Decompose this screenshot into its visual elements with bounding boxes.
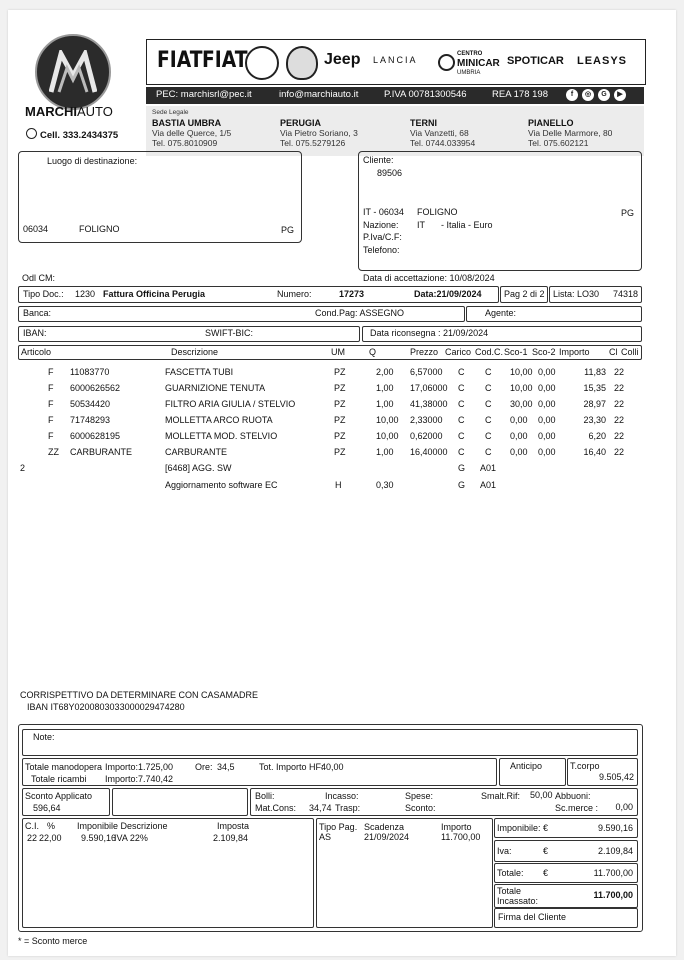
ore-value: 34,5 <box>217 762 235 772</box>
page-count-box <box>500 286 548 303</box>
col-descrizione: Descrizione <box>171 347 219 357</box>
iva-label: Iva: <box>497 846 512 856</box>
row-um: PZ <box>334 431 346 441</box>
items-table-header <box>18 345 642 360</box>
branches-strip <box>146 106 644 156</box>
branch-city: PIANELLO <box>528 118 574 128</box>
row-price: 6,57000 <box>410 367 443 377</box>
scmerce-label: Sc.merce : <box>555 803 599 813</box>
iban-row <box>18 326 360 342</box>
doc-date: Data:21/09/2024 <box>414 289 482 299</box>
row-sco1: 0,00 <box>510 447 528 457</box>
sede-legale-label: Sede Legale <box>152 109 189 116</box>
totale-label: Totale: <box>497 868 524 878</box>
page-count: Pag 2 di 2 <box>504 289 545 299</box>
row-code: 71748293 <box>70 415 111 425</box>
ricambi-importo-label: Importo: <box>105 774 139 784</box>
row-carico: C <box>458 399 465 409</box>
row-tipo: F <box>48 367 54 377</box>
row-importo: 15,35 <box>583 383 606 393</box>
tipopag-value: AS <box>319 832 332 842</box>
row-sco2: 0,00 <box>538 399 556 409</box>
facebook-icon: f <box>566 89 578 101</box>
row-tipo: F <box>48 415 54 425</box>
row-tipo: ZZ <box>48 447 59 457</box>
leasys-logo: LEASYS <box>577 55 628 67</box>
tipopag-label: Tipo Pag. <box>319 822 358 832</box>
listino-label: Lista: LO30 <box>553 289 600 299</box>
importo-value: 11.700,00 <box>441 832 481 842</box>
row-importo: 16,40 <box>583 447 606 457</box>
matcons-label: Mat.Cons: <box>255 803 297 813</box>
blank-box <box>112 788 248 816</box>
branch-address: Via Vanzetti, 68 <box>410 128 469 138</box>
company-name-light: AUTO <box>77 104 113 119</box>
row-tipo: F <box>48 383 54 393</box>
sconto-value: 596,64 <box>33 803 61 813</box>
incasso-label: Incasso: <box>325 791 359 801</box>
hf-value: 40,00 <box>321 762 344 772</box>
manodopera-importo: 1.725,00 <box>138 762 174 772</box>
manodopera-label: Totale manodopera <box>25 762 103 772</box>
ricambi-label: Totale ricambi <box>31 774 87 784</box>
client-prov: PG <box>621 208 635 218</box>
row-q: 10,00 <box>376 431 399 441</box>
destination-cap: 06034 <box>23 224 49 234</box>
row-code: 11083770 <box>70 367 110 377</box>
row-code: 50534420 <box>70 399 111 409</box>
row-importo: 6,20 <box>588 431 606 441</box>
iva-desc: IVA 22% <box>114 833 148 843</box>
row-price: 41,38000 <box>410 399 448 409</box>
row-code: 6000626562 <box>70 383 121 393</box>
numero-label: Numero: <box>277 289 312 299</box>
row-importo: 23,30 <box>583 415 606 425</box>
email-address: info@marchiauto.it <box>279 89 359 100</box>
totale-incassato-box <box>494 884 638 908</box>
col-cl: Cl <box>609 347 618 357</box>
cell-number: Cell. 333.2434375 <box>40 130 119 141</box>
centro-label: CENTRO <box>457 51 483 57</box>
iban-label: IBAN: <box>23 328 47 338</box>
row-price: 0,62000 <box>410 431 443 441</box>
totale-incassato-value: 11.700,00 <box>593 890 633 900</box>
imponibile-label: Imponibile: <box>497 823 541 833</box>
importo-label: Importo <box>441 822 472 832</box>
branch-city: TERNI <box>410 118 437 128</box>
row-desc: CARBURANTE <box>165 447 228 457</box>
mm-monogram-icon <box>49 50 97 94</box>
col-q: Q <box>369 347 377 357</box>
brand-logos-box <box>146 39 646 85</box>
marchiauto-logo <box>35 34 111 110</box>
branch-perugia <box>280 118 358 148</box>
branch-address: Via Pietro Soriano, 3 <box>280 128 358 138</box>
row-price: 2,33000 <box>410 415 443 425</box>
row-carico: C <box>458 415 465 425</box>
row-sco2: 0,00 <box>538 447 556 457</box>
abbuoni-label: Abbuoni: <box>555 791 591 801</box>
anticipo-label: Anticipo <box>510 761 543 771</box>
col-um: UM <box>331 347 345 357</box>
totals-row-box <box>22 758 497 786</box>
row-desc: GUARNIZIONE TENUTA <box>165 383 266 393</box>
row-importo: 28,97 <box>583 399 606 409</box>
cell-phone <box>26 128 118 141</box>
manodopera-importo-label: Importo: <box>105 762 139 772</box>
col-sco2: Sco-2 <box>532 347 556 357</box>
client-box <box>358 151 642 271</box>
row-cl: 22 <box>614 415 625 425</box>
row-tipo: F <box>48 399 54 409</box>
row-sco2: 0,00 <box>538 367 556 377</box>
labour-code-desc: [6468] AGG. SW <box>165 463 232 473</box>
row-sco1: 0,00 <box>510 431 528 441</box>
listino-box <box>549 286 642 303</box>
odl-label: Odl CM: <box>22 273 56 283</box>
listino-code: 74318 <box>613 289 639 299</box>
row-codc: C <box>485 383 492 393</box>
destination-prov: PG <box>281 225 295 235</box>
tipo-doc-desc: Fattura Officina Perugia <box>103 289 206 299</box>
smalt-label: Smalt.Rif: <box>481 791 521 801</box>
labour-cod-2: A01 <box>480 480 497 490</box>
row-desc: MOLLETTA MOD. STELVIO <box>165 431 278 441</box>
tipo-doc-label: Tipo Doc.: <box>23 289 64 299</box>
row-desc: FILTRO ARIA GIULIA / STELVIO <box>165 399 296 409</box>
row-codc: C <box>485 447 492 457</box>
totale-incassato-label-1: Totale <box>497 886 522 896</box>
labour-section-number: 2 <box>20 463 26 473</box>
branch-tel: Tel. 075.5279126 <box>280 138 346 148</box>
ricambi-importo: 7.740,42 <box>138 774 174 784</box>
spese-label: Spese: <box>405 791 434 801</box>
row-um: PZ <box>334 383 346 393</box>
branch-address: Via delle Querce, 1/5 <box>152 128 232 138</box>
jeep-logo: Jeep <box>324 51 361 68</box>
piva-label: P.Iva/C.F: <box>363 232 402 242</box>
sconto-merce-note: * = Sconto merce <box>18 936 88 946</box>
euro-icon: € <box>543 823 549 833</box>
row-codc: C <box>485 415 492 425</box>
row-cl: 22 <box>614 383 625 393</box>
company-name-bold: MARCHI <box>25 104 77 119</box>
contact-bar <box>146 87 644 104</box>
scmerce-value: 0,00 <box>615 802 633 812</box>
sconto-label: Sconto Applicato <box>25 791 93 801</box>
row-sco1: 0,00 <box>510 415 528 425</box>
row-q: 1,00 <box>376 399 394 409</box>
row-price: 16,40000 <box>410 447 448 457</box>
row-carico: C <box>458 383 465 393</box>
abarth-icon <box>286 46 318 80</box>
corrispettivo-note: CORRISPETTIVO DA DETERMINARE CON CASAMADRE <box>20 690 259 700</box>
col-colli: Colli <box>621 347 639 357</box>
tcorpo-box <box>567 758 638 786</box>
row-codc: C <box>485 399 492 409</box>
client-city: FOLIGNO <box>417 207 458 217</box>
branch-city: PERUGIA <box>280 118 322 128</box>
sconto-box <box>22 788 110 816</box>
row-um: PZ <box>334 399 346 409</box>
nazione-label: Nazione: <box>363 220 399 230</box>
row-importo: 11,83 <box>584 367 606 377</box>
iva-total: 2.109,84 <box>597 846 633 856</box>
row-cl: 22 <box>614 399 625 409</box>
client-cap: IT - 06034 <box>363 207 404 217</box>
euro-icon: € <box>543 846 549 856</box>
minicar-icon <box>438 54 455 71</box>
whatsapp-icon <box>26 128 37 139</box>
row-carico: C <box>458 431 465 441</box>
row-sco2: 0,00 <box>538 383 556 393</box>
destination-box <box>18 151 302 243</box>
swift-label: SWIFT-BIC: <box>205 328 253 338</box>
client-code: 89506 <box>377 168 403 178</box>
branch-address: Via Delle Marmore, 80 <box>528 128 613 138</box>
branch-terni <box>410 118 475 148</box>
nazione-desc: - Italia - Euro <box>441 220 493 230</box>
alfa-romeo-icon <box>245 46 279 80</box>
labour-desc: Aggiornamento software EC <box>165 480 278 490</box>
row-carico: C <box>458 447 465 457</box>
labour-q: 0,30 <box>376 480 394 490</box>
rea-number: REA 178 198 <box>492 89 548 100</box>
row-q: 1,00 <box>376 383 394 393</box>
charges-box <box>250 788 638 816</box>
pct-value: 22,00 <box>39 833 62 843</box>
riconsegna-box <box>362 326 642 342</box>
youtube-icon: ▶ <box>614 89 626 101</box>
col-codc: Cod.C. <box>475 347 504 357</box>
imposta-label: Imposta <box>217 821 250 831</box>
umbria-label: UMBRIA <box>457 70 481 76</box>
invoice-page <box>8 10 676 956</box>
branch-tel: Tel. 075.602121 <box>528 138 589 148</box>
scadenza-label: Scadenza <box>364 822 405 832</box>
minicar-label: MINICAR <box>457 58 500 69</box>
destination-city: FOLIGNO <box>79 224 120 234</box>
pec-address: PEC: marchisrl@pec.it <box>156 89 252 100</box>
spoticar-logo: SPOTICAR <box>507 55 564 67</box>
row-price: 17,06000 <box>410 383 448 393</box>
agente-label: Agente: <box>485 308 517 318</box>
row-sco2: 0,00 <box>538 431 556 441</box>
row-sco1: 10,00 <box>510 367 533 377</box>
banca-label: Banca: <box>23 308 52 318</box>
fiat-logo-1: FIAT <box>157 48 203 73</box>
labour-carico: G <box>458 463 466 473</box>
branch-tel: Tel. 075.8010909 <box>152 138 218 148</box>
row-q: 10,00 <box>376 415 399 425</box>
iva-breakdown-box <box>22 818 314 928</box>
row-code: 6000628195 <box>70 431 121 441</box>
hf-label: Tot. Importo HF: <box>259 762 324 772</box>
row-cl: 22 <box>614 431 625 441</box>
tcorpo-value: 9.505,42 <box>598 772 634 782</box>
row-desc: MOLLETTA ARCO RUOTA <box>165 415 273 425</box>
fiat-logo-2: FIAT <box>202 48 248 73</box>
totale-incassato-label-2: Incassato: <box>497 896 539 906</box>
trasp-label: Trasp: <box>335 803 361 813</box>
row-um: PZ <box>334 415 346 425</box>
payment-box <box>316 818 493 928</box>
branch-pianello <box>528 118 612 148</box>
labour-um: H <box>335 480 342 490</box>
row-um: PZ <box>334 447 346 457</box>
bolli-label: Bolli: <box>255 791 275 801</box>
euro-icon: € <box>543 868 549 878</box>
nazione-code: IT <box>417 220 425 230</box>
accettazione-date: Data di accettazione: 10/08/2024 <box>363 273 495 283</box>
iban-line: IBAN IT68Y0200803033000029474280 <box>27 702 185 712</box>
row-desc: FASCETTA TUBI <box>165 367 234 377</box>
row-q: 2,00 <box>376 367 394 377</box>
doc-info-row <box>18 286 499 303</box>
row-um: PZ <box>334 367 346 377</box>
row-sco2: 0,00 <box>538 415 556 425</box>
cond-pag: Cond.Pag: ASSEGNO <box>315 308 405 318</box>
row-tipo: F <box>48 431 54 441</box>
sconto2-label: Sconto: <box>405 803 436 813</box>
firma-label: Firma del Cliente <box>498 912 567 922</box>
imponibile-desc-label: Imponibile Descrizione <box>77 821 168 831</box>
row-cl: 22 <box>614 447 625 457</box>
row-codc: C <box>485 431 492 441</box>
piva-number: P.IVA 00781300546 <box>384 89 467 100</box>
totale-box <box>494 863 638 883</box>
row-cl: 22 <box>614 367 625 377</box>
smalt-value: 50,00 <box>530 790 553 800</box>
instagram-icon: ◎ <box>582 89 594 101</box>
branch-tel: Tel. 0744.033954 <box>410 138 476 148</box>
lancia-logo: LANCIA <box>373 55 418 65</box>
pct-label: % <box>47 821 56 831</box>
imponibile-value: 9.590,16 <box>81 833 117 843</box>
iva-box <box>494 840 638 862</box>
row-sco1: 30,00 <box>510 399 533 409</box>
scadenza-value: 21/09/2024 <box>364 832 410 842</box>
tcorpo-label: T.corpo <box>570 761 600 771</box>
riconsegna-date: Data riconsegna : 21/09/2024 <box>370 328 489 338</box>
tipo-doc-code: 1230 <box>75 289 96 299</box>
totale-value: 11.700,00 <box>593 868 633 878</box>
company-name <box>25 104 113 119</box>
telefono-label: Telefono: <box>363 245 400 255</box>
row-codc: C <box>485 367 492 377</box>
col-articolo: Articolo <box>21 347 52 357</box>
destination-label: Luogo di destinazione: <box>47 156 138 166</box>
imponibile-box <box>494 818 638 838</box>
row-sco1: 10,00 <box>510 383 533 393</box>
note-box <box>22 729 638 756</box>
imposta-value: 2.109,84 <box>213 833 249 843</box>
branch-city: BASTIA UMBRA <box>152 118 222 128</box>
banca-row <box>18 306 465 322</box>
row-carico: C <box>458 367 465 377</box>
branch-bastia <box>152 108 231 148</box>
ore-label: Ore: <box>195 762 213 772</box>
col-carico: Carico <box>445 347 472 357</box>
labour-carico-2: G <box>458 480 466 490</box>
firma-box <box>494 908 638 928</box>
numero-value: 17273 <box>339 289 365 299</box>
ci-label: C.I. <box>25 821 40 831</box>
row-code: CARBURANTE <box>70 447 133 457</box>
col-prezzo: Prezzo <box>410 347 439 357</box>
col-importo: Importo <box>559 347 590 357</box>
agente-box <box>466 306 642 322</box>
row-q: 1,00 <box>376 447 394 457</box>
imponibile-total: 9.590,16 <box>597 823 633 833</box>
anticipo-box <box>499 758 566 786</box>
ci-value: 22 <box>27 833 38 843</box>
google-icon: G <box>598 89 610 101</box>
note-label: Note: <box>33 732 55 742</box>
matcons-value: 34,74 <box>309 803 332 813</box>
labour-cod: A01 <box>480 463 497 473</box>
client-label: Cliente: <box>363 155 394 165</box>
col-sco1: Sco-1 <box>504 347 528 357</box>
